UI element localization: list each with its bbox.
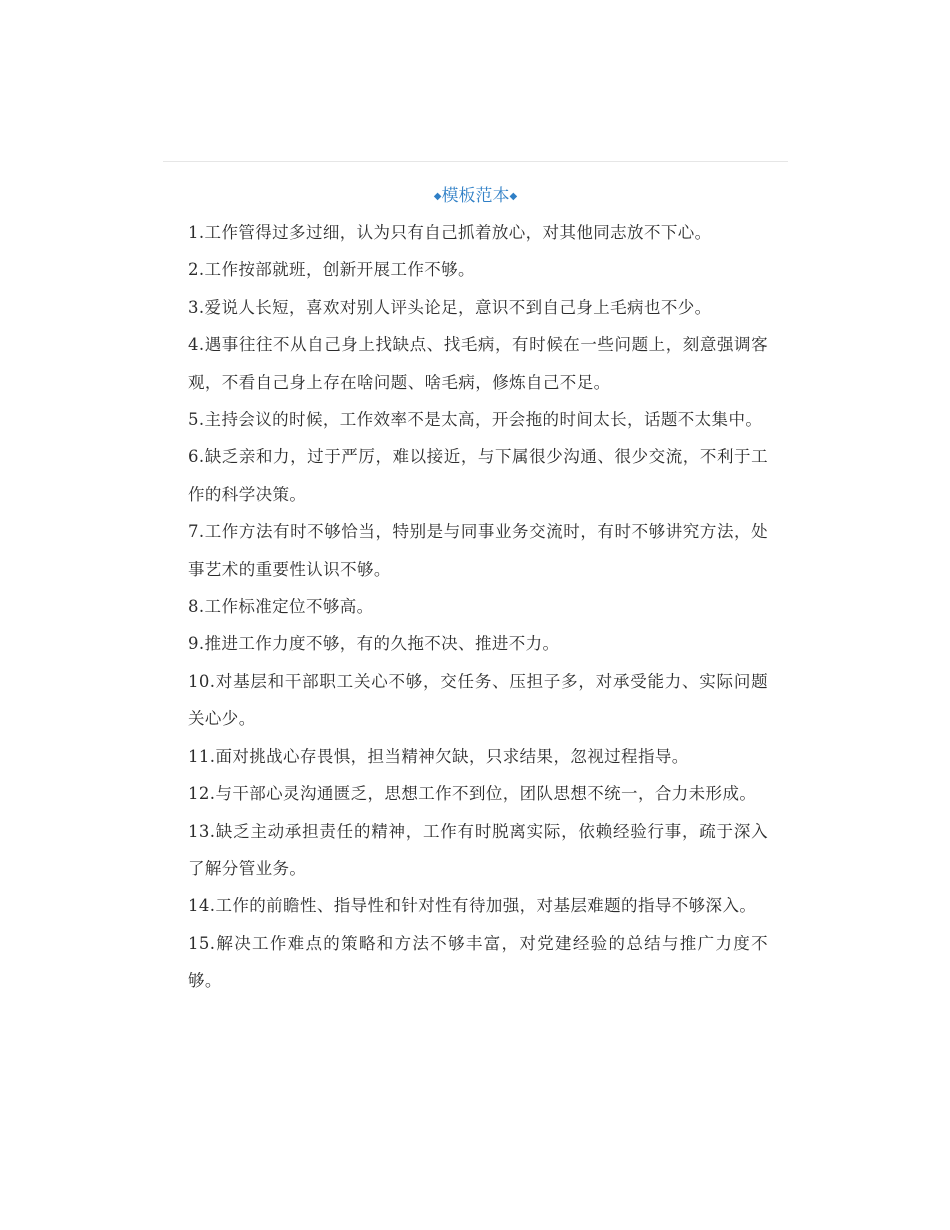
list-item: 5.主持会议的时候，工作效率不是太高，开会拖的时间太长，话题不太集中。 bbox=[188, 410, 763, 430]
diamond-right-icon: ◆ bbox=[509, 191, 518, 202]
list-item: 3.爱说人长短，喜欢对别人评头论足，意识不到自己身上毛病也不少。 bbox=[188, 297, 712, 317]
list-item: 14.工作的前瞻性、指导性和针对性有待加强，对基层难题的指导不够深入。 bbox=[188, 896, 757, 916]
list-item: 1.工作管得过多过细，认为只有自己抓着放心，对其他同志放不下心。 bbox=[188, 223, 712, 242]
page-title-text: 模板范本 bbox=[441, 186, 510, 206]
list-item: 12.与干部心灵沟通匮乏，思想工作不到位，团队思想不统一，合力未形成。 bbox=[188, 784, 757, 804]
diamond-left-icon: ◆ bbox=[433, 191, 442, 202]
list-item: 13.缺乏主动承担责任的精神，工作有时脱离实际，依赖经验行事，疏于深入了解分管业务。 bbox=[188, 821, 768, 878]
list-item: 11.面对挑战心存畏惧，担当精神欠缺，只求结果，忽视过程指导。 bbox=[188, 746, 689, 766]
page-title bbox=[163, 182, 788, 211]
list-item: 7.工作方法有时不够恰当，特别是与同事业务交流时，有时不够讲究方法，处事艺术的重要性认识不够。 bbox=[188, 522, 768, 579]
list-item: 2.工作按部就班，创新开展工作不够。 bbox=[188, 260, 475, 280]
document-body bbox=[188, 214, 768, 1000]
header-divider bbox=[163, 161, 788, 162]
list-item: 8.工作标准定位不够高。 bbox=[188, 597, 374, 617]
list-item: 15.解决工作难点的策略和方法不够丰富，对党建经验的总结与推广力度不够。 bbox=[188, 933, 768, 991]
list-item: 4.遇事往往不从自己身上找缺点、找毛病，有时候在一些问题上，刻意强调客观，不看自己身上存在啥问题、啥毛病，修炼自己不足。 bbox=[188, 335, 768, 392]
list-item: 10.对基层和干部职工关心不够，交任务、压担子多，对承受能力、实际问题关心少。 bbox=[188, 671, 768, 729]
list-item: 6.缺乏亲和力，过于严厉，难以接近，与下属很少沟通、很少交流，不利于工作的科学决策。 bbox=[188, 447, 768, 504]
list-item: 9.推进工作力度不够，有的久拖不决、推进不力。 bbox=[188, 634, 560, 654]
